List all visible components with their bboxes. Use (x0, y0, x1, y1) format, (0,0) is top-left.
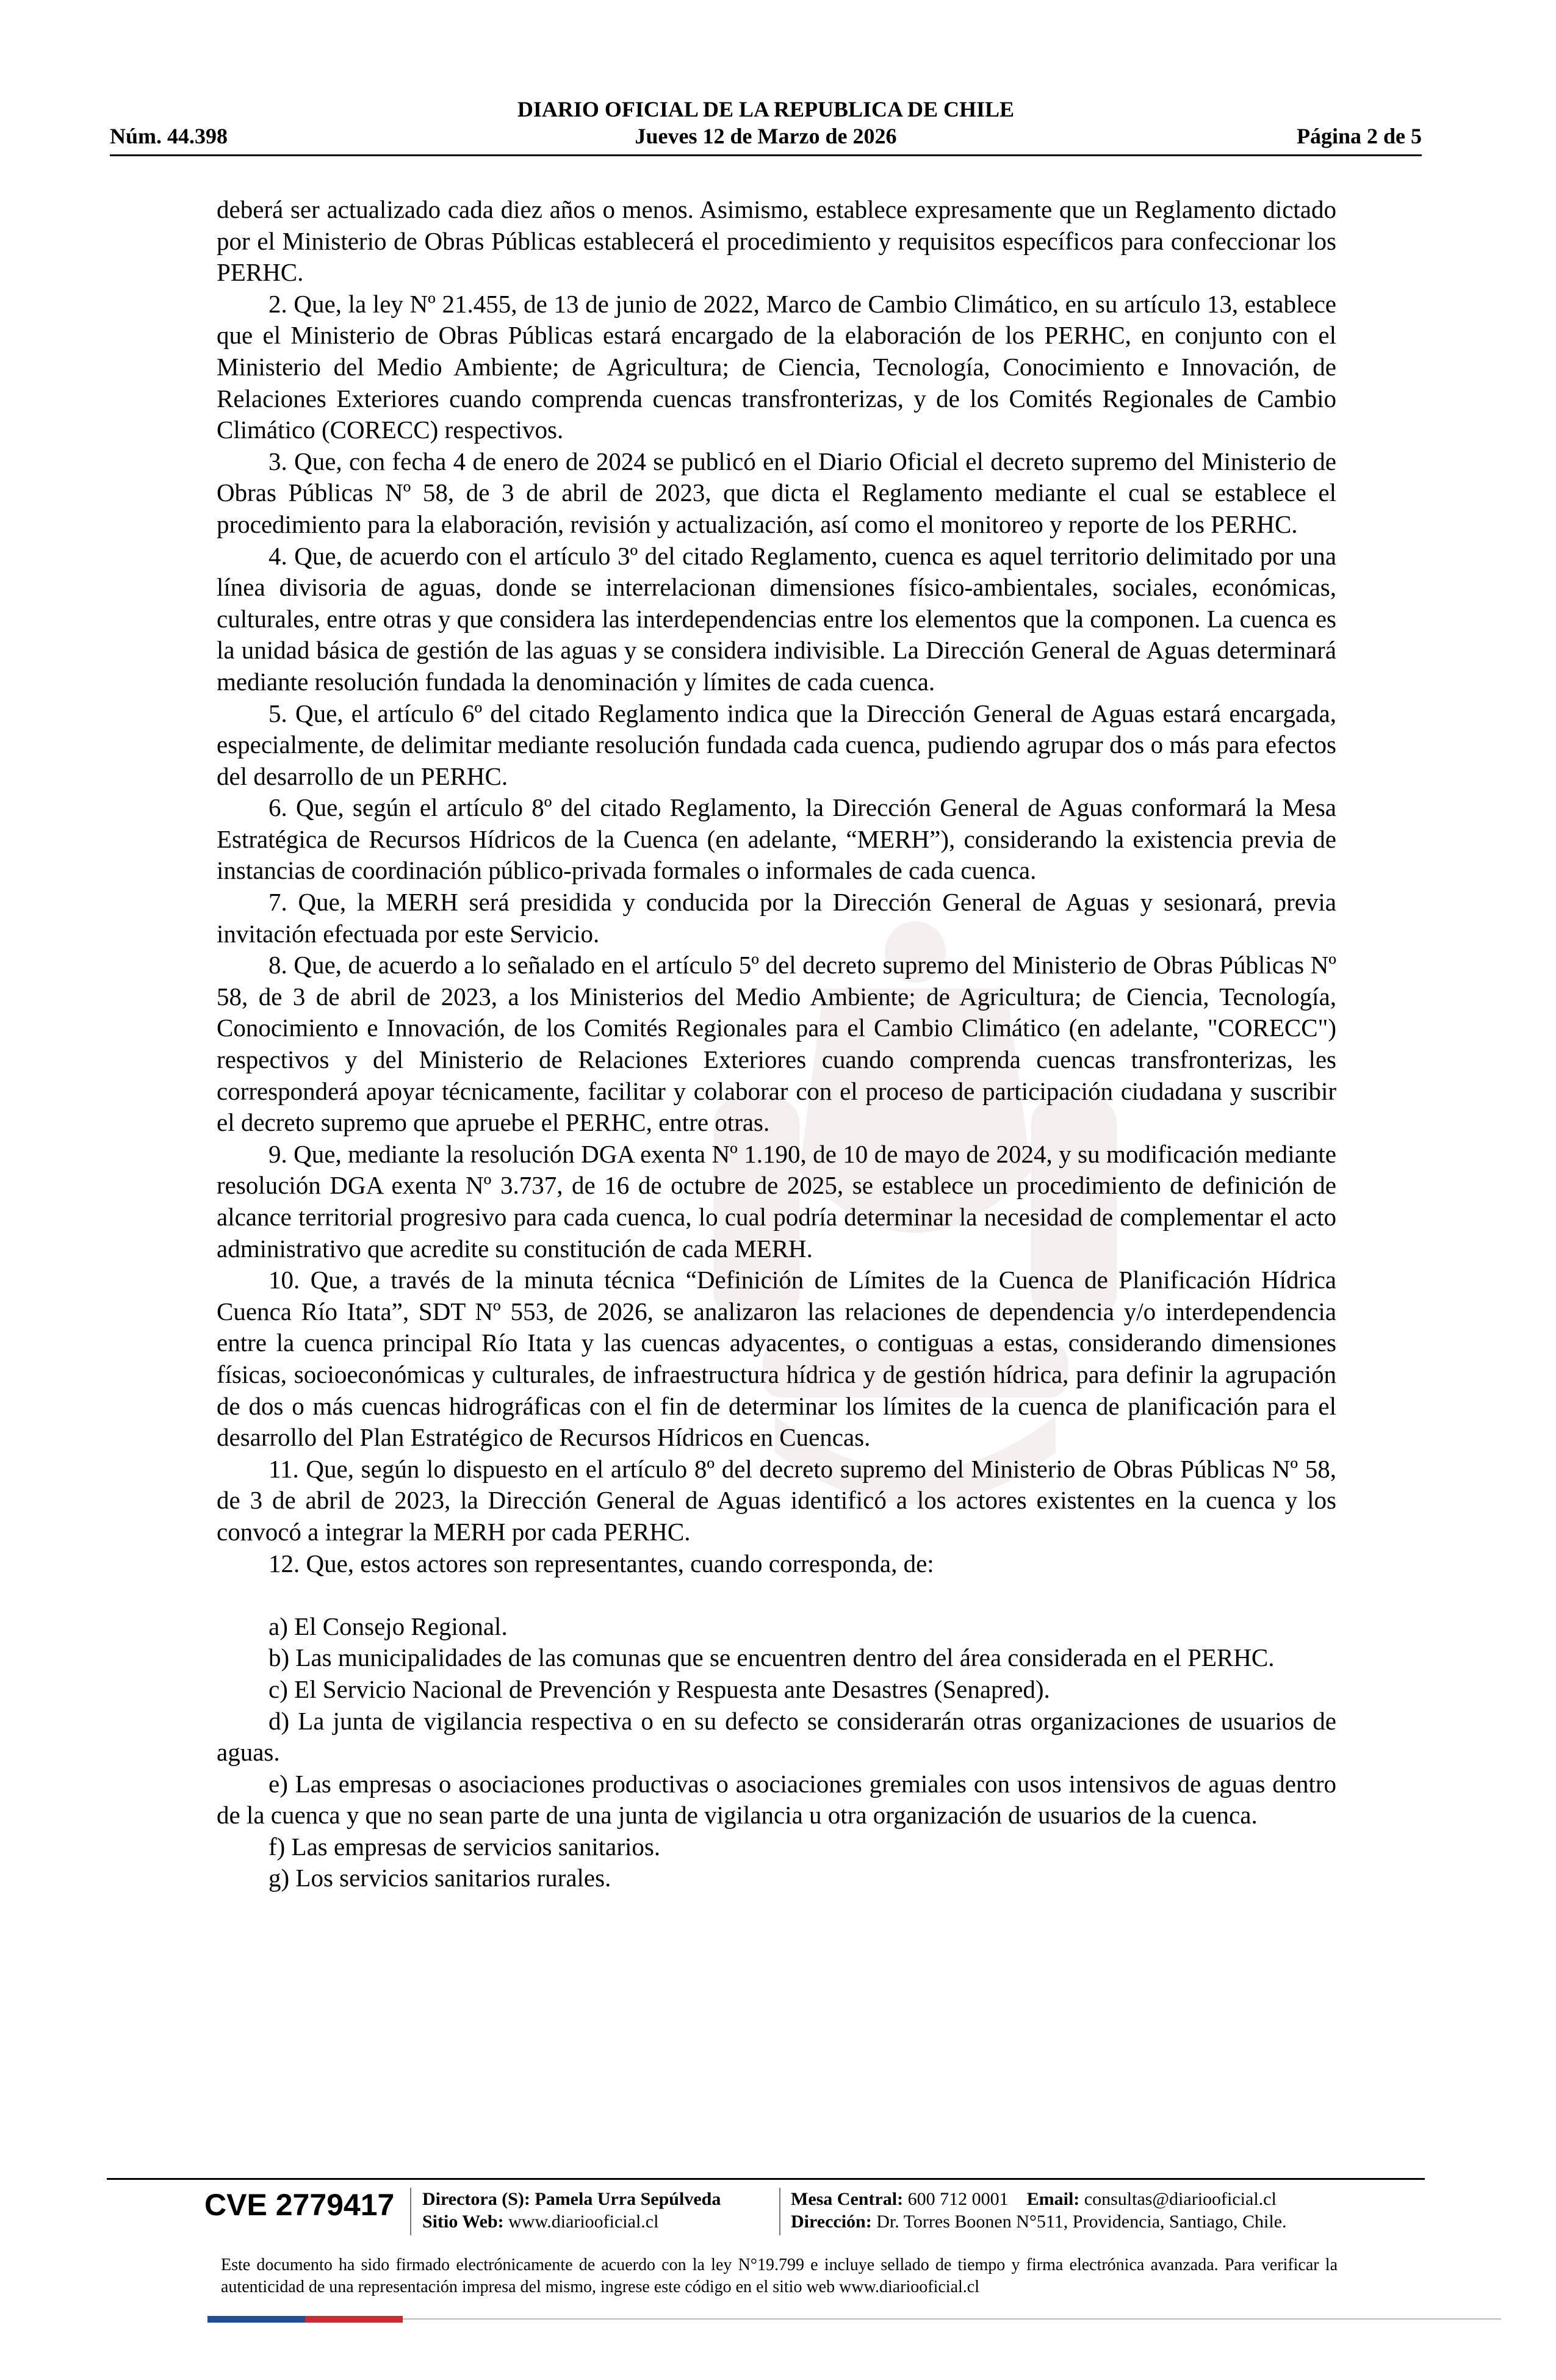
mesa-label: Mesa Central: (791, 2189, 904, 2209)
list-item: f) Las empresas de servicios sanitarios. (268, 1832, 661, 1861)
body-paragraph: 6. Que, según el artículo 8º del citado Reglamento, la Dirección General de Aguas conformará la Mesa Estratégica de Recursos Hídricos de la Cuenca (en adelante, “MERH”), considerando la existencia previa de instancias de coordinación público-privada formales o informales de cada cuenca. (217, 793, 1336, 885)
address-line (791, 2210, 1287, 2233)
document-body (217, 194, 1336, 1894)
contact-line (791, 2188, 1287, 2210)
list-item: c) El Servicio Nacional de Prevención y Respuesta ante Desastres (Senapred). (268, 1675, 1050, 1703)
email-label: Email: (1026, 2189, 1080, 2209)
address-label: Dirección: (791, 2212, 872, 2232)
footer-separator (779, 2188, 780, 2235)
footer-director-block (422, 2188, 721, 2233)
body-paragraph: 4. Que, de acuerdo con el artículo 3º del citado Reglamento, cuenca es aquel territorio delimitado por una línea divisoria de aguas, donde se interrelacionan dimensiones físico-ambientales, sociales, económicas, culturales, entre otras y que considera las interdependencias entre los elementos que la componen. La cuenca es la unidad básica de gestión de las aguas y se considera indivisible. La Dirección General de Aguas determinará mediante resolución fundada la denominación y límites de cada cuenca. (217, 541, 1336, 696)
newspaper-title: DIARIO OFICIAL DE LA REPUBLICA DE CHILE (517, 97, 1015, 121)
footer-contact-block (791, 2188, 1287, 2233)
website-label: Sitio Web: (422, 2212, 504, 2232)
header-row (110, 123, 1422, 154)
director-name: Directora (S): Pamela Urra Sepúlveda (422, 2189, 721, 2209)
body-paragraph: 3. Que, con fecha 4 de enero de 2024 se publicó en el Diario Oficial el decreto supremo del Ministerio de Obras Públicas Nº 58, de 3 de abril de 2023, que dicta el Reglamento mediante el cual se establece el procedimiento para la elaboración, revisión y actualización, así como el monitoreo y reporte de los PERHC. (217, 447, 1336, 538)
body-paragraph: 11. Que, según lo dispuesto en el artículo 8º del decreto supremo del Ministerio de Obras Públicas Nº 58, de 3 de abril de 2023, la Dirección General de Aguas identificó a los actores existentes en la cuenca y los convocó a integrar la MERH por cada PERHC. (217, 1454, 1336, 1546)
paragraph-spacer (217, 1579, 1336, 1611)
body-paragraph: 10. Que, a través de la minuta técnica “Definición de Límites de la Cuenca de Planificación Hídrica Cuenca Río Itata”, SDT Nº 553, de 2026, se analizaron las relaciones de dependencia y/o interdependencia entre la cuenca principal Río Itata y las cuencas adyacentes, o contiguas a estas, considerando dimensiones físicas, socioeconómicas y culturales, de infraestructura hídrica y de gestión hídrica, para definir la agrupación de dos o más cuencas hidrográficas con el fin de determinar los límites de la cuenca de planificación para el desarrollo del Plan Estratégico de Recursos Hídricos en Cuencas. (217, 1266, 1336, 1452)
list-item: a) El Consejo Regional. (268, 1612, 508, 1640)
address-text: Dr. Torres Boonen N°511, Providencia, Santiago, Chile. (876, 2212, 1287, 2232)
flag-blue-segment (207, 2316, 305, 2323)
mesa-phone: 600 712 0001 (907, 2189, 1009, 2209)
body-paragraph: 12. Que, estos actores son representantes, cuando corresponda, de: (268, 1549, 934, 1578)
header-divider (110, 154, 1422, 156)
body-paragraph: 5. Que, el artículo 6º del citado Reglamento indica que la Dirección General de Aguas estará encargada, especialmente, de delimitar mediante resolución fundada cada cuenca, pudiendo agrupar dos o más para efectos del desarrollo de un PERHC. (217, 699, 1336, 790)
page-header (110, 92, 1422, 162)
legal-notice: Este documento ha sido firmado electrónicamente de acuerdo con la ley N°19.799 e incluye sellado de tiempo y firma electrónica avanzada. Para verificar la autenticidad de una representación impresa del mismo, ingrese este código en el sitio web www.diariooficial.cl (221, 2256, 1338, 2296)
footer-separator (410, 2188, 411, 2235)
footer-divider (107, 2178, 1425, 2180)
website-line (422, 2210, 721, 2233)
body-paragraph: 9. Que, mediante la resolución DGA exenta Nº 1.190, de 10 de mayo de 2024, y su modificación mediante resolución DGA exenta Nº 3.737, de 16 de octubre de 2025, se establece un procedimiento de definición de alcance territorial progresivo para cada cuenca, lo cual podría determinar la necesidad de complementar el acto administrativo que acredite su constitución de cada MERH. (217, 1139, 1336, 1263)
page-number: Página 2 de 5 (1296, 124, 1422, 148)
footer-bottom-line (403, 2318, 1501, 2320)
website-link[interactable]: www.diariooficial.cl (508, 2212, 659, 2232)
list-item: e) Las empresas o asociaciones productivas o asociaciones gremiales con usos intensivos de aguas dentro de la cuenca y que no sean parte de una junta de vigilancia u otra organización de usuarios de la cuenca. (217, 1769, 1336, 1830)
email-link[interactable]: consultas@diariooficial.cl (1084, 2189, 1277, 2209)
body-paragraph: 8. Que, de acuerdo a lo señalado en el artículo 5º del decreto supremo del Ministerio de Obras Públicas Nº 58, de 3 de abril de 2023, a los Ministerios del Medio Ambiente; de Agricultura; de Ciencia, Tecnología, Conocimiento e Innovación, de los Comités Regionales para el Cambio Climático (en adelante, "CORECC") respectivos y del Ministerio de Relaciones Exteriores cuando comprenda cuencas transfronterizas, les corresponderá apoyar técnicamente, facilitar y colaborar con el proceso de participación ciudadana y suscribir el decreto supremo que apruebe el PERHC, entre otras. (217, 951, 1336, 1137)
body-paragraph: deberá ser actualizado cada diez años o menos. Asimismo, establece expresamente que un Reglamento dictado por el Ministerio de Obras Públicas establecerá el procedimiento y requisitos específicos para confeccionar los PERHC. (217, 195, 1336, 287)
body-paragraph: 7. Que, la MERH será presidida y conducida por la Dirección General de Aguas y sesionará, previa invitación efectuada por este Servicio. (217, 888, 1336, 948)
flag-red-segment (305, 2316, 403, 2323)
list-item: b) Las municipalidades de las comunas que se encuentren dentro del área considerada en el PERHC. (268, 1643, 1275, 1672)
issue-date: Jueves 12 de Marzo de 2026 (635, 124, 897, 148)
cve-code: CVE 2779417 (204, 2188, 395, 2222)
issue-number: Núm. 44.398 (110, 124, 228, 148)
list-item: g) Los servicios sanitarios rurales. (268, 1864, 611, 1892)
flag-stripe (207, 2316, 403, 2323)
list-item: d) La junta de vigilancia respectiva o en su defecto se considerarán otras organizaciones de usuarios de aguas. (217, 1706, 1336, 1767)
body-paragraph: 2. Que, la ley Nº 21.455, de 13 de junio de 2022, Marco de Cambio Climático, en su artículo 13, establece que el Ministerio de Obras Públicas estará encargado de la elaboración de los PERHC, en conjunto con el Ministerio del Medio Ambiente; de Agricultura; de Ciencia, Tecnología, Conocimiento e Innovación, de Relaciones Exteriores cuando comprenda cuencas transfronterizas, y de los Comités Regionales de Cambio Climático (CORECC) respectivos. (217, 289, 1336, 444)
